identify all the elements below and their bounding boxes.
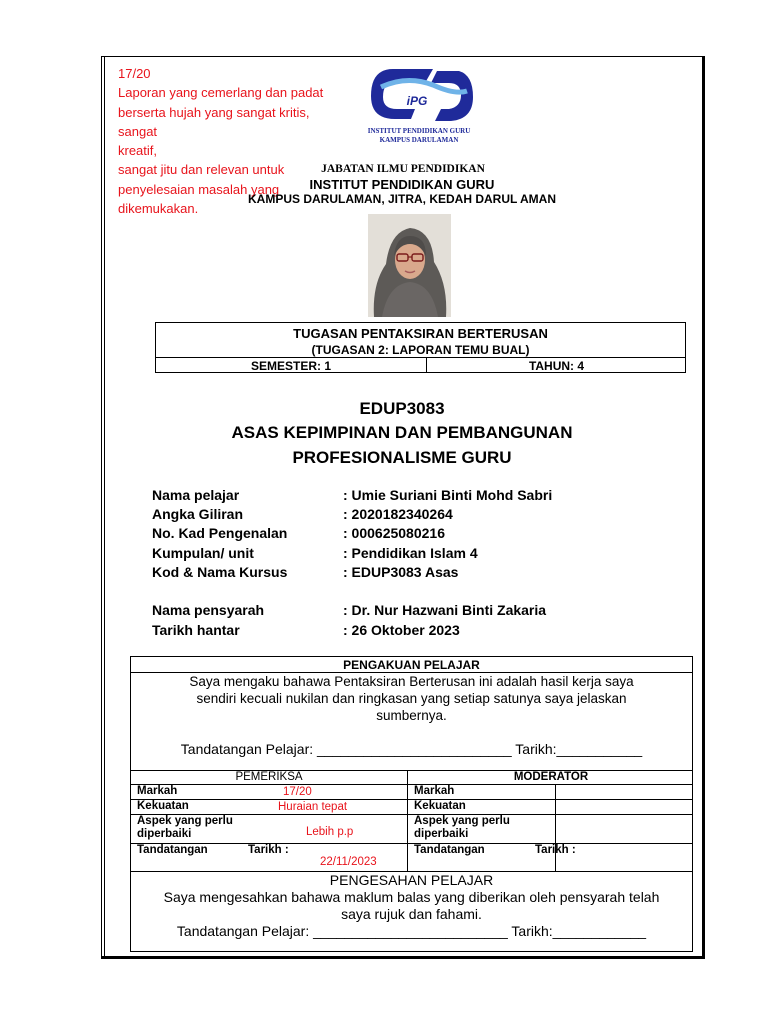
acknowledgement-signature-line: Tandatangan Pelajar: _________________________ Tarikh:____________ [176,923,647,939]
declaration-form [130,656,693,952]
task-title: TUGASAN PENTAKSIRAN BERTERUSAN [293,326,548,341]
student-photo [368,214,451,317]
examiner-header: PEMERIKSA [235,771,303,783]
feedback-line: sangat jitu dan relevan untuk [118,162,285,178]
semester-row [156,357,685,373]
moderator-signature-label: Tandatangan [414,844,485,856]
acknowledgement-line: Saya mengesahkan bahawa maklum balas yang diberikan oleh pensyarah telah [163,889,660,905]
examiner-aspek-label [137,815,233,841]
task-info-box [155,322,686,373]
moderator-header: MODERATOR [513,771,589,783]
feedback-line: penyelesaian masalah yang [118,181,280,197]
info-label: Kod & Nama Kursus [152,564,288,580]
info-value: : Dr. Nur Hazwani Binti Zakaria [343,602,547,618]
logo-caption-line: KAMPUS DARULAMAN [379,136,459,144]
task-subtitle: (TUGASAN 2: LAPORAN TEMU BUAL) [311,343,530,357]
semester-label: SEMESTER: 1 [250,359,331,373]
course-code: EDUP3083 [359,399,445,418]
examiner-kekuatan-label: Kekuatan [137,800,189,812]
moderator-markah-label: Markah [414,785,455,797]
feedback-line: kreatif, [118,143,158,159]
aspek-label-line: diperbaiki [414,828,469,840]
acknowledgement-title: PENGESAHAN PELAJAR [329,872,494,888]
acknowledgement-line: saya rujuk dan fahami. [341,906,482,922]
examiner-signature-label: Tandatangan [137,844,208,856]
aspek-label-line: diperbaiki [137,828,192,840]
info-label: Nama pensyarah [152,602,265,618]
aspek-label-line: Aspek yang perlu [137,815,233,827]
course-name-line: ASAS KEPIMPINAN DAN PEMBANGUNAN [231,423,573,442]
moderator-aspek-label [414,815,510,841]
examiner-aspek-value: Lebih p.p [306,826,354,838]
logo-caption-line: INSTITUT PENDIDIKAN GURU [367,127,471,135]
examiner-markah-value: 17/20 [283,786,312,798]
info-value: : Umie Suriani Binti Mohd Sabri [343,487,553,503]
info-label: Tarikh hantar [152,622,240,638]
info-label: Kumpulan/ unit [152,545,254,561]
examiner-markah-label: Markah [137,785,178,797]
campus-name: KAMPUS DARULAMAN, JITRA, KEDAH DARUL AMAN [248,192,556,206]
info-value: : Pendidikan Islam 4 [343,545,478,561]
info-value: : 26 Oktober 2023 [343,622,460,638]
info-value: : 000625080216 [343,525,445,541]
examiner-date-label: Tarikh : [248,844,289,856]
feedback-line: Laporan yang cemerlang dan padat [118,85,324,101]
declaration-signature-line: Tandatangan Pelajar: _________________________ Tarikh:___________ [180,741,643,757]
feedback-line: berserta hujah yang sangat kritis, sangat [118,104,310,139]
course-name-line: PROFESIONALISME GURU [292,448,512,467]
examiner-kekuatan-value: Huraian tepat [278,801,348,813]
year-label: TAHUN: 4 [426,358,686,373]
declaration-title: PENGAKUAN PELAJAR [343,658,480,672]
info-label: No. Kad Pengenalan [152,525,288,541]
declaration-line: sendiri kecuali nukilan dan ringkasan yang setiap satunya saya jelaskan [196,691,627,706]
feedback-score: 17/20 [118,66,151,81]
logo-text: iPG [406,94,428,108]
moderator-kekuatan-label: Kekuatan [414,800,466,812]
info-label: Nama pelajar [152,487,240,503]
declaration-line: sumbernya. [376,708,447,723]
info-value: : 2020182340264 [343,506,453,522]
logo-caption [356,127,482,145]
institute-name: INSTITUT PENDIDIKAN GURU [309,177,495,192]
feedback-line: dikemukakan. [118,201,199,217]
declaration-line: Saya mengaku bahawa Pentaksiran Berterusan ini adalah hasil kerja saya [189,674,634,689]
info-value: : EDUP3083 Asas [343,564,459,580]
aspek-label-line: Aspek yang perlu [414,815,510,827]
examiner-date-value: 22/11/2023 [320,856,377,868]
moderator-date-label: Tarikh : [535,844,576,856]
info-label: Angka Giliran [152,506,244,522]
department-name: JABATAN ILMU PENDIDIKAN [321,163,485,175]
